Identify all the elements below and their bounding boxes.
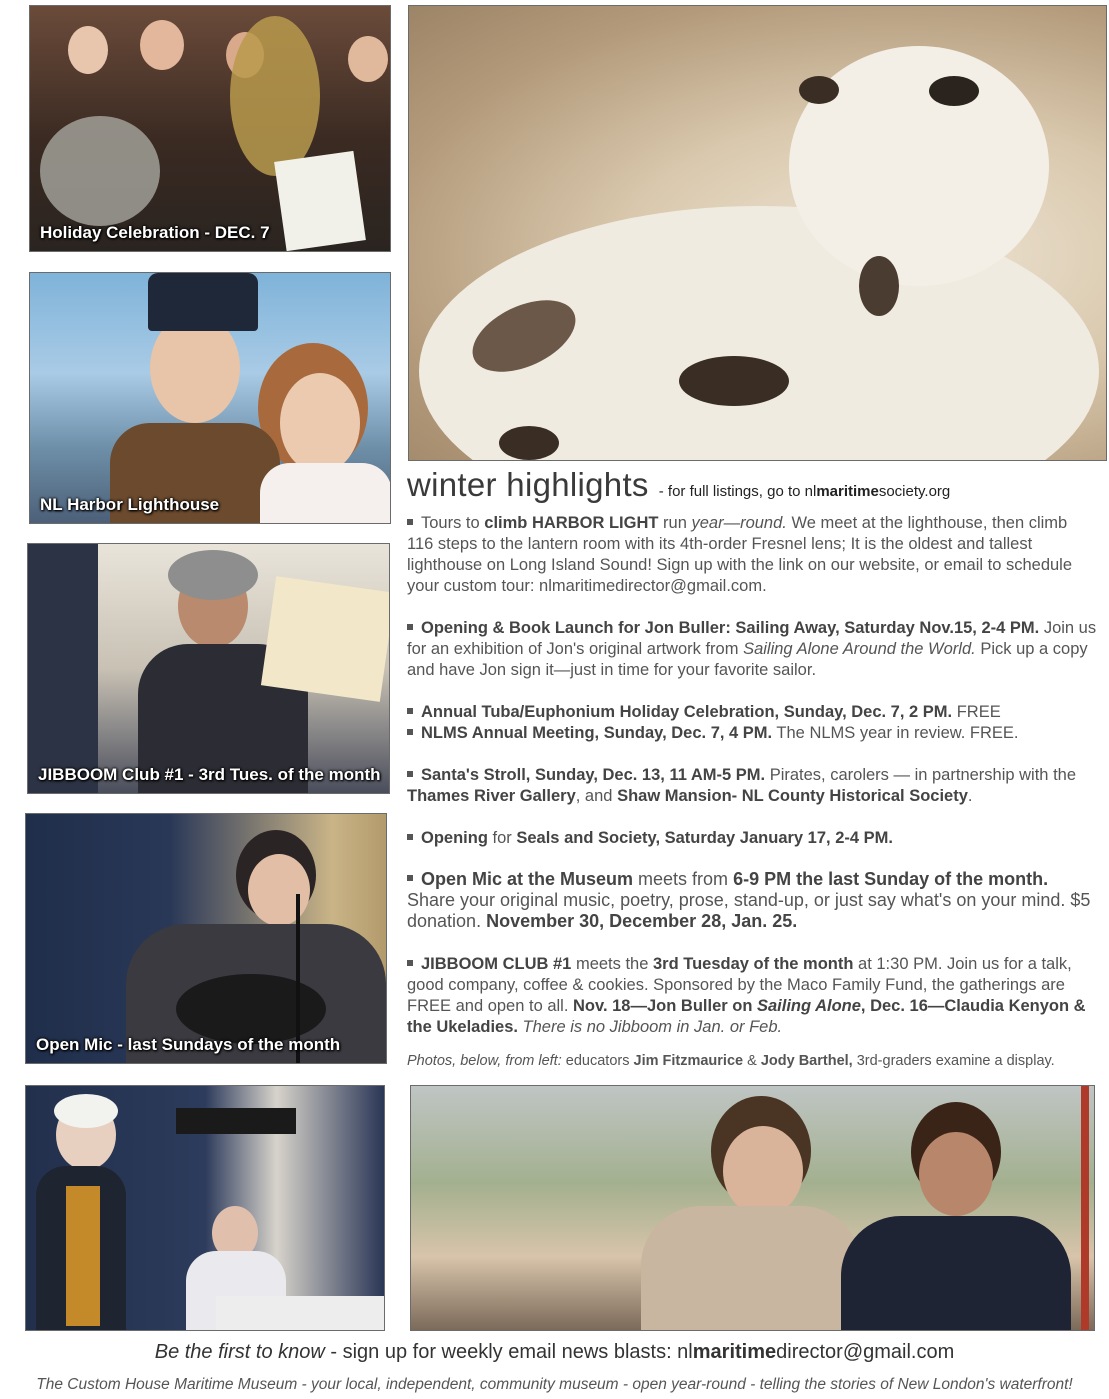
museum-tagline: The Custom House Maritime Museum - your local, independent, community museum - open year-round - telling the stories of New London's waterfront! bbox=[36, 1376, 1073, 1393]
square-bullet-icon bbox=[407, 729, 413, 735]
square-bullet-icon bbox=[407, 960, 413, 966]
annual-meeting-entry: NLMS Annual Meeting, Sunday, Dec. 7, 4 PM. The NLMS year in review. FREE. bbox=[407, 723, 1097, 744]
jibboom-club-photo bbox=[27, 543, 390, 794]
open-mic-caption: Open Mic - last Sundays of the month bbox=[36, 1035, 341, 1054]
third-graders-photo bbox=[410, 1085, 1095, 1331]
open-mic-entry: Open Mic at the Museum meets from 6-9 PM the last Sunday of the month. Share your original music, poetry, prose, stand-up, or just say what's on your mind. $5 donation. November 30, December 28, Jan. 25. bbox=[407, 869, 1091, 931]
square-bullet-icon bbox=[407, 834, 413, 840]
newsletter-signup: Be the first to know - sign up for weekly email news blasts: nlmaritimedirector@gmail.com bbox=[154, 1341, 955, 1363]
jibboom-caption: JIBBOOM Club #1 - 3rd Tues. of the month bbox=[38, 765, 381, 784]
seals-opening-entry: Opening for Seals and Society, Saturday January 17, 2-4 PM. bbox=[407, 828, 1097, 849]
educators-photo bbox=[25, 1085, 385, 1331]
square-bullet-icon bbox=[407, 708, 413, 714]
harbor-lighthouse-photo bbox=[29, 272, 391, 524]
harbor-seal-photo bbox=[408, 5, 1107, 461]
section-title: winter highlights bbox=[407, 466, 649, 503]
square-bullet-icon bbox=[407, 875, 413, 881]
open-mic-photo bbox=[25, 813, 387, 1064]
square-bullet-icon bbox=[407, 624, 413, 630]
winter-highlights-section bbox=[407, 466, 1097, 504]
holiday-celebration-photo bbox=[29, 5, 391, 252]
tuba-entry: Annual Tuba/Euphonium Holiday Celebration, Sunday, Dec. 7, 2 PM. FREE bbox=[407, 702, 1097, 723]
holiday-caption: Holiday Celebration - DEC. 7 bbox=[40, 223, 270, 242]
book-launch-entry: Opening & Book Launch for Jon Buller: Sailing Away, Saturday Nov.15, 2-4 PM. Join us for an exhibition of Jon's original artwork from Sailing Alone Around the World. Pick up a copy and have Jon sign it—just in time for your favorite sailor. bbox=[407, 619, 1097, 679]
square-bullet-icon bbox=[407, 519, 413, 525]
photo-credit-note: Photos, below, from left: educators Jim Fitzmaurice & Jody Barthel, 3rd-graders examine a display. bbox=[407, 1053, 1055, 1069]
tours-entry: Tours to climb HARBOR LIGHT run year—round. We meet at the lighthouse, then climb 116 steps to the lantern room with its 4th-order Fresnel lens; It is the oldest and tallest lighthouse on Long Island Sound! Sign up with the link on our website, or email to schedule your custom tour: nlmaritimedirector@gmail.com. bbox=[407, 514, 1073, 595]
square-bullet-icon bbox=[407, 771, 413, 777]
santas-stroll-entry: Santa's Stroll, Sunday, Dec. 13, 11 AM-5 PM. Pirates, carolers — in partnership with the Thames River Gallery, and Shaw Mansion- NL County Historical Society. bbox=[407, 766, 1077, 805]
lighthouse-caption: NL Harbor Lighthouse bbox=[40, 495, 220, 514]
website-note: - for full listings, go to nlmaritimesociety.org bbox=[658, 483, 951, 500]
jibboom-entry: JIBBOOM CLUB #1 meets the 3rd Tuesday of the month at 1:30 PM. Join us for a talk, good company, coffee & cookies. Sponsored by the Maco Family Fund, the gatherings are FREE and open to all. Nov. 18—Jon Buller on Sailing Alone, Dec. 16—Claudia Kenyon & the Ukeladies. There is no Jibboom in Jan. or Feb. bbox=[407, 955, 1086, 1036]
